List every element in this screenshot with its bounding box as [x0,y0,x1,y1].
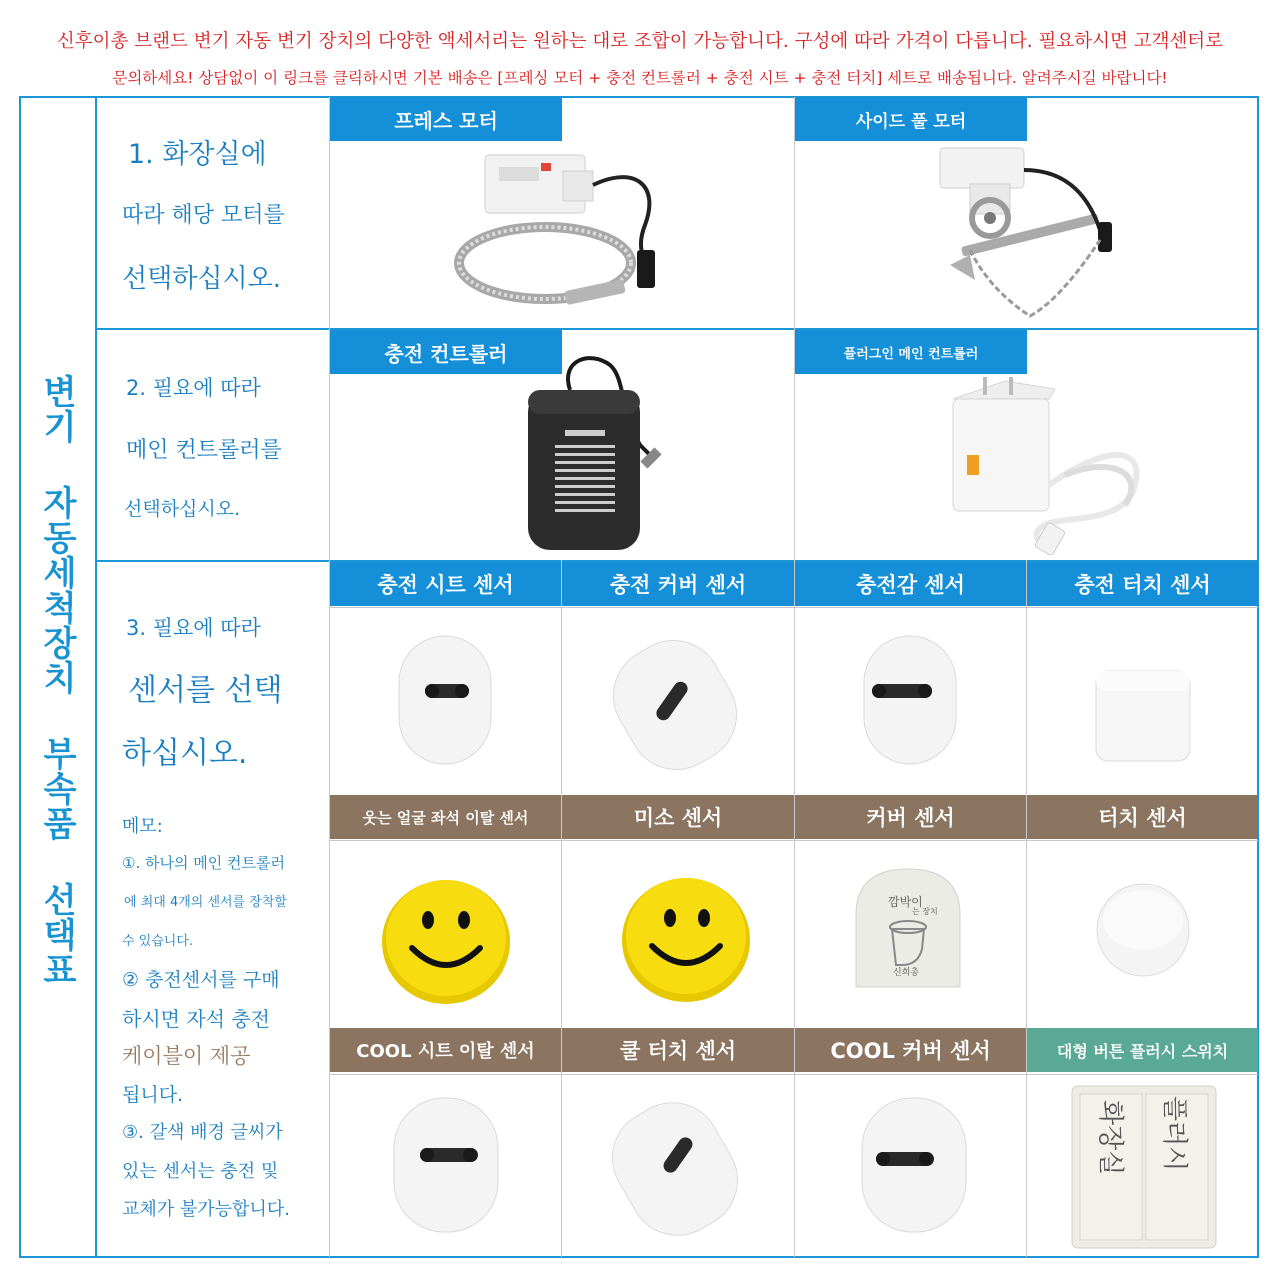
charging-controller-image [510,350,670,555]
step2-line1: 2. 필요에 따라 [126,376,261,400]
label-sensor-2-3: 커버 센서 [795,795,1026,839]
memo-line: 에 최대 4개의 센서를 장착할 [124,895,287,910]
step3-line3: 하십시오. [122,736,248,771]
label-plugin-controller: 플러그인 메인 컨트롤러 [795,330,1027,374]
label-press-motor: 프레스 모터 [330,97,562,141]
label-sensor-3-1: COOL 시트 이탈 센서 [330,1028,561,1072]
notice-line-2: 문의하세요! 상담없이 이 링크를 클릭하시면 기본 배송은 [프레싱 모터 + 충전 컨트롤러 + 충전 시트 + 충전 터치] 세트로 배송됩니다. 알려주시길 바랍니다! [112,69,1168,87]
label-sensor-1-3: 충전감 센서 [795,562,1026,606]
plugin-controller-image [945,375,1165,555]
memo-line: 있는 센서는 충전 및 [122,1161,279,1182]
step2-line3: 선택하십시오. [124,498,241,520]
step2-line2: 메인 컨트롤러를 [126,438,282,463]
label-sensor-1-4: 충전 터치 센서 [1027,562,1258,606]
charging-seat-sensor-image [395,632,495,768]
side-pull-motor-image [930,140,1130,325]
memo-line: ①. 하나의 메인 컨트롤러 [122,854,285,872]
charging-sense-sensor-image [860,632,960,768]
memo-line: 케이블이 제공 [122,1044,251,1068]
label-sensor-3-3: COOL 커버 센서 [795,1028,1026,1072]
cool-seat-sensor-image [390,1094,502,1236]
press-motor-image [445,145,685,325]
label-sensor-1-2: 충전 커버 센서 [562,562,794,606]
smiley-face-icon [378,872,514,1008]
notice-line-1: 신후이총 브랜드 변기 자동 변기 장치의 다양한 액세서리는 원하는 대로 조합이 가능합니다. 구성에 따라 가격이 다릅니다. 필요하시면 고객센터로 [56,31,1224,52]
charging-cover-sensor-image [600,630,750,780]
flush-switch-print-left: 화장실 [1095,1100,1125,1176]
table-title: 변기 자동세척장치 부속품 선택표 [36,373,77,987]
divider [95,97,97,1257]
flush-switch-image [1068,1082,1220,1252]
label-charging-controller: 충전 컨트롤러 [330,330,562,374]
step1-line2: 따라 해당 모터를 [122,203,285,228]
label-sensor-3-4: 대형 버튼 플러시 스위치 [1027,1028,1258,1072]
cover-sensor-print-brand: 신희총 [893,968,920,978]
divider [330,1074,1258,1075]
smiley-face-icon [618,870,754,1006]
touch-sensor-image [1093,880,1193,980]
cool-cover-sensor-image [858,1094,970,1236]
memo-title: 메모: [122,816,163,837]
divider [1026,560,1027,1257]
step3-line1: 3. 필요에 따라 [126,616,261,640]
memo-line: 됩니다. [122,1084,184,1106]
label-side-pull-motor: 사이드 풀 모터 [795,97,1027,141]
flush-switch-print-right: 플러시 [1159,1096,1189,1172]
label-sensor-2-2: 미소 센서 [562,795,794,839]
memo-line: 수 있습니다. [122,934,194,949]
cover-sensor-print-sub: 는 장치 [912,907,938,916]
step1-line1: 1. 화장실에 [128,139,267,170]
label-sensor-1-1: 충전 시트 센서 [330,562,561,606]
divider [794,97,795,1257]
cover-sensor-print-name: 깜박이 [888,895,923,909]
step3-line2: 센서를 선택 [128,673,283,708]
cool-touch-sensor-image [600,1094,750,1244]
step1-line3: 선택하십시오. [122,264,281,294]
charging-touch-sensor-image [1093,668,1193,764]
memo-line: ② 충전센서를 구매 [122,969,280,991]
label-sensor-2-4: 터치 센서 [1027,795,1258,839]
divider [330,607,1258,608]
divider [96,328,1258,330]
divider [561,560,562,1257]
memo-line: ③. 갈색 배경 글씨가 [122,1122,283,1143]
divider [330,840,1258,841]
divider [329,97,330,1257]
label-sensor-2-1: 웃는 얼굴 좌석 이탈 센서 [330,795,561,839]
memo-line: 교체가 불가능합니다. [122,1199,290,1220]
memo-line: 하시면 자석 충전 [122,1007,270,1031]
label-sensor-3-2: 쿨 터치 센서 [562,1028,794,1072]
